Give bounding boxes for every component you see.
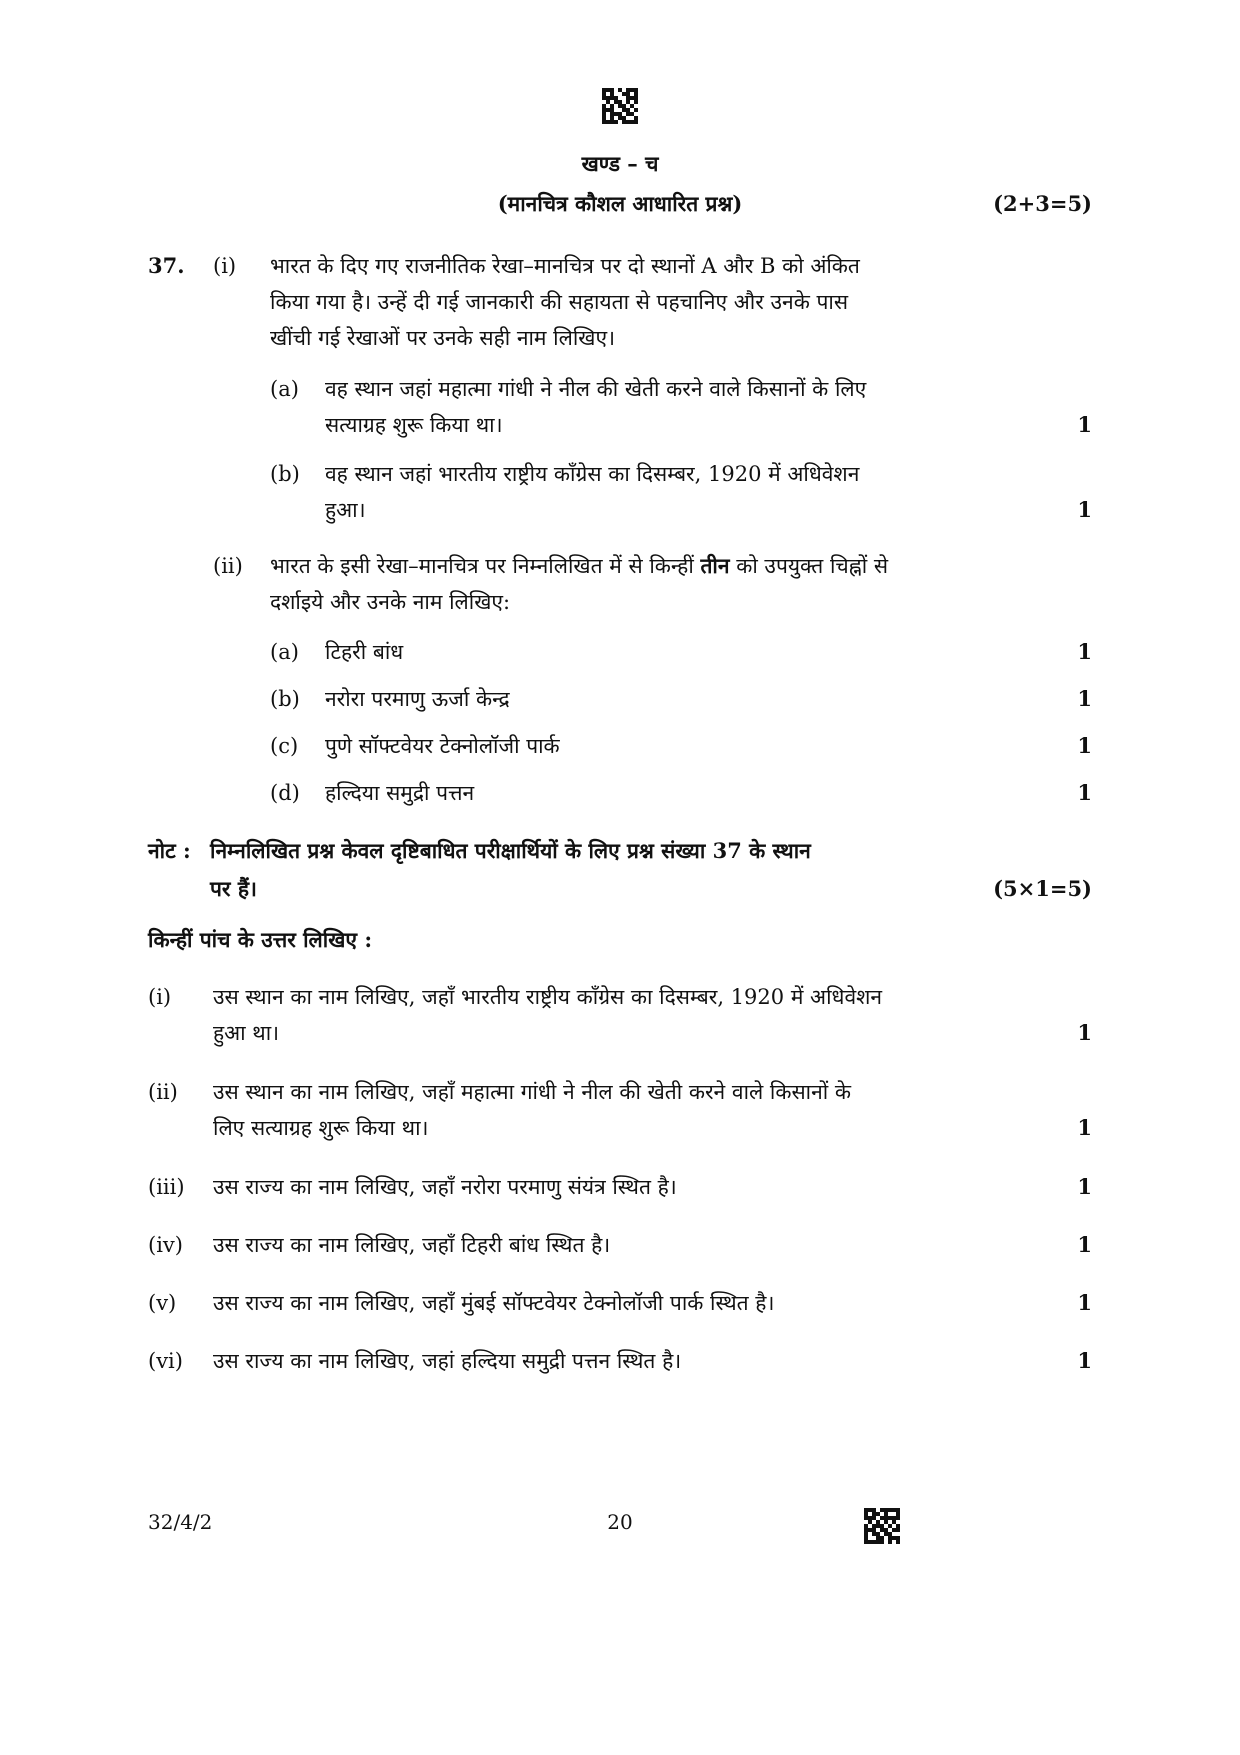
mark: 1 [1077, 1115, 1092, 1140]
mark: 1 [1077, 733, 1092, 758]
question-label: (v) [148, 1291, 177, 1315]
note-text: निम्नलिखित प्रश्न केवल दृष्टिबाधित परीक्षार्थियों के लिए प्रश्न संख्या 37 के स्थान [210, 838, 811, 863]
note-prefix: नोट : [148, 838, 191, 863]
mark: 1 [1077, 1232, 1092, 1257]
mark: 1 [1077, 1174, 1092, 1199]
sub-text: सत्याग्रह शुरू किया था। [325, 413, 503, 437]
paper-code: 32/4/2 [148, 1510, 213, 1534]
mark: 1 [1077, 639, 1092, 664]
sub-text: वह स्थान जहां भारतीय राष्ट्रीय काँग्रेस का दिसम्बर, 1920 में अधिवेशन [325, 462, 860, 486]
question-label: (iv) [148, 1233, 183, 1257]
question-text-start: भारत के इसी रेखा–मानचित्र पर निम्नलिखित में से किन्हीं [270, 554, 701, 578]
sub-label: (b) [270, 462, 300, 486]
question-text: लिए सत्याग्रह शुरू किया था। [213, 1116, 429, 1140]
sub-text: टिहरी बांध [325, 640, 404, 664]
question-text: उस राज्य का नाम लिखिए, जहाँ टिहरी बांध स्थित है। [213, 1233, 611, 1257]
mark: 1 [1077, 780, 1092, 805]
part-label: (i) [213, 254, 237, 278]
question-text: उस राज्य का नाम लिखिए, जहाँ नरोरा परमाणु संयंत्र स्थित है। [213, 1175, 677, 1199]
emphasis-word: तीन [700, 553, 730, 578]
question-text: उस राज्य का नाम लिखिए, जहां हल्दिया समुद्री पत्तन स्थित है। [213, 1349, 682, 1373]
instruction: किन्हीं पांच के उत्तर लिखिए : [148, 927, 373, 952]
sub-text: हल्दिया समुद्री पत्तन [325, 781, 475, 805]
question-text: उस राज्य का नाम लिखिए, जहाँ मुंबई सॉफ्टवेयर टेक्नोलॉजी पार्क स्थित है। [213, 1291, 775, 1315]
question-text: उस स्थान का नाम लिखिए, जहाँ महात्मा गांधी ने नील की खेती करने वाले किसानों के [213, 1080, 852, 1104]
question-label: (vi) [148, 1349, 183, 1373]
qr-code-icon [864, 1508, 900, 1544]
sub-label: (b) [270, 687, 300, 711]
mark: 1 [1077, 686, 1092, 711]
sub-text: हुआ। [325, 498, 366, 522]
question-text-end: को उपयुक्त चिह्नों से [729, 554, 889, 578]
mark: 1 [1077, 412, 1092, 437]
question-text: उस स्थान का नाम लिखिए, जहाँ भारतीय राष्ट्रीय काँग्रेस का दिसम्बर, 1920 में अधिवेशन [213, 985, 883, 1009]
question-label: (ii) [148, 1080, 178, 1104]
question-label: (i) [148, 985, 172, 1009]
note-marks: (5×1=5) [993, 876, 1092, 901]
sub-label: (a) [270, 377, 299, 401]
question-text: दर्शाइये और उनके नाम लिखिए: [270, 590, 511, 614]
mark: 1 [1077, 1348, 1092, 1373]
section-marks: (2+3=5) [993, 191, 1092, 216]
mark: 1 [1077, 1290, 1092, 1315]
sub-text: पुणे सॉफ्टवेयर टेक्नोलॉजी पार्क [325, 734, 560, 758]
question-number: 37. [148, 253, 185, 278]
question-text: खींची गई रेखाओं पर उनके सही नाम लिखिए। [270, 326, 616, 350]
qr-code-icon [602, 88, 638, 124]
sub-label: (d) [270, 781, 300, 805]
page-number: 20 [607, 1510, 633, 1534]
part-label: (ii) [213, 554, 243, 578]
sub-label: (a) [270, 640, 299, 664]
mark: 1 [1077, 1020, 1092, 1045]
section-subtitle: (मानचित्र कौशल आधारित प्रश्न) [497, 191, 743, 216]
sub-label: (c) [270, 734, 299, 758]
question-text: भारत के दिए गए राजनीतिक रेखा–मानचित्र पर दो स्थानों A और B को अंकित [270, 254, 860, 278]
question-text: किया गया है। उन्हें दी गई जानकारी की सहायता से पहचानिए और उनके पास [270, 290, 849, 314]
question-text [270, 552, 888, 580]
section-title: खण्ड – च [581, 151, 659, 176]
sub-text: नरोरा परमाणु ऊर्जा केन्द्र [325, 687, 510, 711]
sub-text: वह स्थान जहां महात्मा गांधी ने नील की खेती करने वाले किसानों के लिए [325, 377, 867, 401]
question-label: (iii) [148, 1175, 185, 1199]
question-text: हुआ था। [213, 1021, 280, 1045]
mark: 1 [1077, 497, 1092, 522]
note-text: पर हैं। [210, 876, 257, 901]
